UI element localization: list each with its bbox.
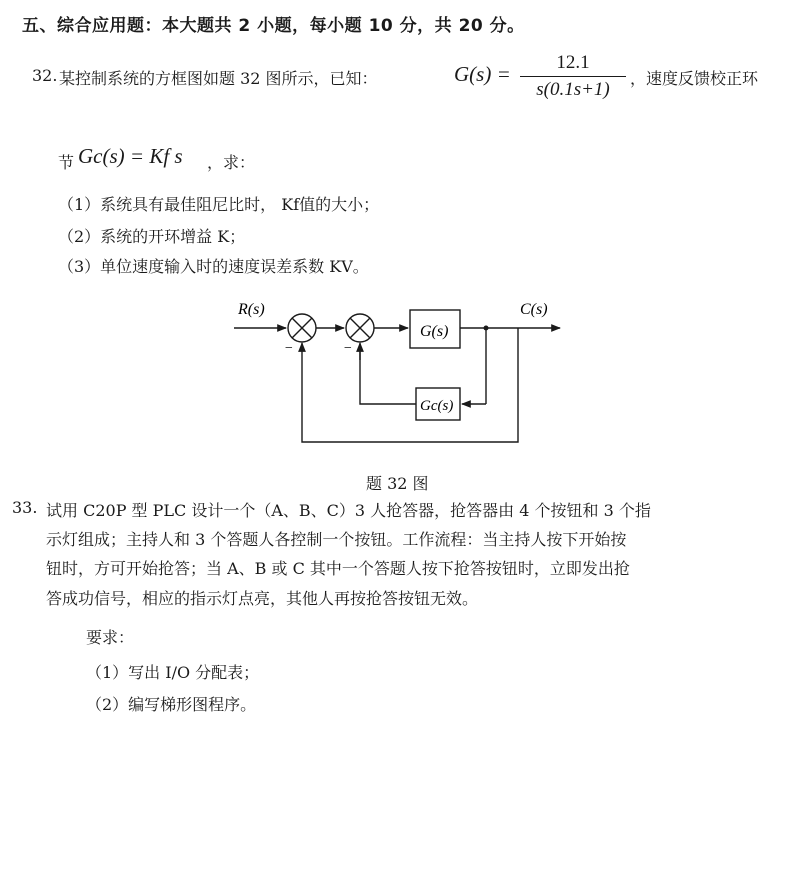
section-header: 五、综合应用题：本大题共 2 小题，每小题 10 分，共 20 分。 [22,16,525,36]
junction2-minus-sign: − [343,341,353,356]
q33-requirement-label: 要求： [86,628,135,647]
q32-gc-expression: Gc(s) = Kf s [78,144,183,168]
q32-g-lhs: G(s) = [454,62,511,86]
q33-line-4: 答成功信号，相应的指示灯点亮，其他人再按抢答按钮无效。 [46,589,479,608]
q32-g-numerator: 12.1 [556,52,590,73]
input-label: R(s) [238,301,265,318]
q33-requirement-2: （2）编写梯形图程序。 [86,695,257,714]
pickoff-point [484,326,489,331]
q33-line-1: 试用 C20P 型 PLC 设计一个（A、B、C）3 人抢答器，抢答器由 4 个按钮和 3 个指 [46,501,651,520]
junction1-minus-sign: − [284,341,294,356]
q33-line-3: 钮时，方可开始抢答；当 A、B 或 C 其中一个答题人按下抢答按钮时，立即发出抢 [46,559,630,578]
q32-item-1: （1）系统具有最佳阻尼比时， Kf值的大小； [58,195,380,214]
forward-block-label: G(s) [420,323,449,340]
q32-line2-prefix: 节 [58,153,75,172]
q33-line-2: 示灯组成；主持人和 3 个答题人各控制一个按钮。工作流程：当主持人按下开始按 [46,530,627,549]
q32-number: 32. [32,66,58,85]
q33-number: 33. [12,498,38,517]
gc-to-junction2-line [360,344,416,404]
feedback-block-label: Gc(s) [420,398,454,414]
q32-intro: 某控制系统的方框图如题 32 图所示，已知： [59,69,378,88]
output-label: C(s) [520,301,548,318]
figure-caption: 题 32 图 [366,474,429,493]
q32-intro-tail: ，速度反馈校正环 [630,69,759,88]
q32-line2-suffix: ，求： [207,153,256,172]
q32-g-denominator: s(0.1s+1) [536,79,610,101]
summing-junction-2 [346,314,374,342]
q32-item-2: （2）系统的开环增益 K； [58,227,246,246]
q32-item-3: （3）单位速度输入时的速度误差系数 KV。 [58,257,369,276]
summing-junction-1 [288,314,316,342]
q33-requirement-1: （1）写出 I/O 分配表； [86,663,260,682]
